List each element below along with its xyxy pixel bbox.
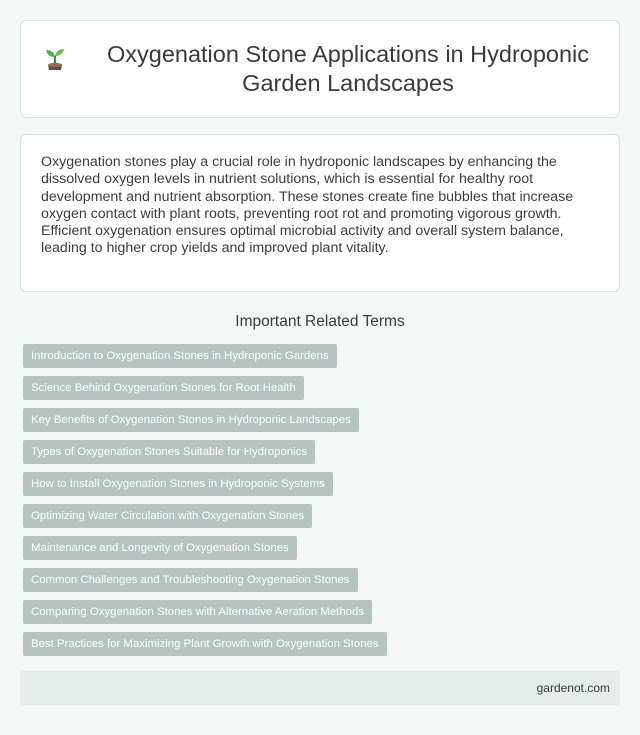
related-term-tag[interactable]: Types of Oxygenation Stones Suitable for Hydroponics [23, 440, 315, 464]
related-term-tag[interactable]: Key Benefits of Oxygenation Stones in Hydroponic Landscapes [23, 408, 359, 432]
footer [20, 671, 620, 705]
related-term-tag[interactable]: Optimizing Water Circulation with Oxygenation Stones [23, 504, 312, 528]
related-term-tag[interactable]: Introduction to Oxygenation Stones in Hydroponic Gardens [23, 344, 337, 368]
related-terms-list [23, 344, 623, 664]
related-term-tag[interactable]: Common Challenges and Troubleshooting Oxygenation Stones [23, 568, 358, 592]
related-term-tag[interactable]: Maintenance and Longevity of Oxygenation Stones [23, 536, 297, 560]
related-terms-heading: Important Related Terms [235, 313, 405, 330]
page-title: Oxygenation Stone Applications in Hydroponic Garden Landscapes [106, 41, 590, 96]
sprout-icon [41, 44, 69, 72]
summary-card [20, 134, 620, 292]
related-term-tag[interactable]: How to Install Oxygenation Stones in Hydroponic Systems [23, 472, 333, 496]
summary-text: Oxygenation stones play a crucial role in hydroponic landscapes by enhancing the dissolved oxygen levels in nutrient solutions, which is essential for healthy root development and nutrient absorption. These stones create fine bubbles that increase oxygen contact with plant roots, preventing root rot and promoting vigorous growth. Efficient oxygenation ensures optimal microbial activity and overall system balance, leading to higher crop yields and improved plant vitality. [41, 154, 574, 257]
footer-site-link[interactable]: gardenot.com [536, 681, 610, 695]
related-term-tag[interactable]: Best Practices for Maximizing Plant Growth with Oxygenation Stones [23, 632, 387, 656]
header-card [20, 20, 620, 118]
title-row [21, 40, 619, 98]
related-term-tag[interactable]: Comparing Oxygenation Stones with Alternative Aeration Methods [23, 600, 372, 624]
related-term-tag[interactable]: Science Behind Oxygenation Stones for Root Health [23, 376, 304, 400]
